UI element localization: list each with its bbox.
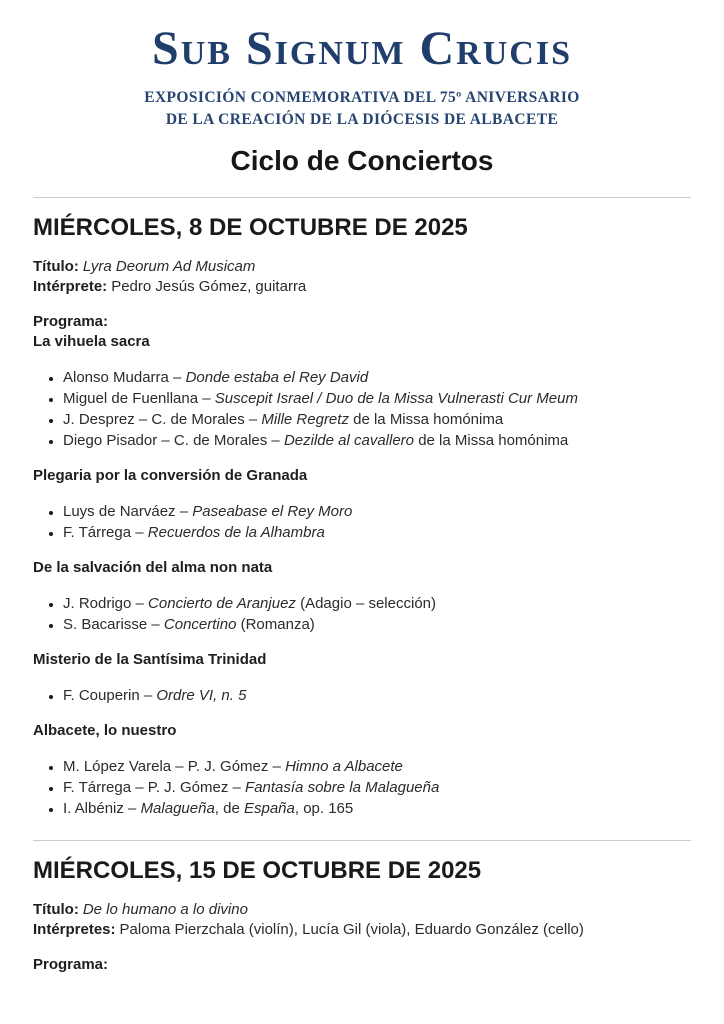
program-list-4	[33, 685, 691, 706]
performer-label: Intérpretes:	[33, 921, 116, 939]
program-item: • S. Bacarisse – Concertino (Romanza)	[63, 614, 691, 635]
title-value: Lyra Deorum Ad Musicam	[82, 258, 256, 276]
concert-1-program-intro	[33, 312, 691, 352]
concert-1-date-heading: MIÉRCOLES, 8 DE OCTUBRE DE 2025	[33, 214, 468, 242]
concert-section-2	[33, 857, 691, 975]
program-section-heading-1: La vihuela sacra	[33, 333, 150, 351]
exhibition-subtitle-line-1: EXPOSICIÓN CONMEMORATIVA DEL 75º ANIVERSARIO	[144, 89, 580, 107]
section-divider-top	[33, 197, 691, 198]
title-label: Título:	[33, 258, 79, 276]
program-item: • F. Couperin – Ordre VI, n. 5	[63, 685, 691, 706]
concert-2-date-heading: MIÉRCOLES, 15 DE OCTUBRE DE 2025	[33, 857, 482, 885]
concert-2-meta	[33, 900, 691, 940]
concert-2-title-line	[33, 900, 691, 920]
performer-label: Intérprete:	[33, 278, 108, 296]
concert-section-1	[33, 214, 691, 819]
program-item: • F. Tárrega – Recuerdos de la Alhambra	[63, 522, 691, 543]
program-list-3	[33, 593, 691, 635]
program-item: • Diego Pisador – C. de Morales – Dezilde al cavallero de la Missa homónima	[63, 430, 691, 451]
performer-value: Paloma Pierzchala (violín), Lucía Gil (viola), Eduardo González (cello)	[119, 921, 584, 939]
title-value: De lo humano a lo divino	[82, 901, 248, 919]
program-item: • F. Tárrega – P. J. Gómez – Fantasía sobre la Malagueña	[63, 777, 691, 798]
title-label: Título:	[33, 901, 79, 919]
page-title: Ciclo de Conciertos	[230, 145, 494, 177]
concert-1-meta	[33, 257, 691, 297]
exhibition-title: Sub Signum Crucis	[152, 22, 572, 75]
concert-1-title-line	[33, 257, 691, 277]
document-header	[33, 24, 691, 176]
program-section-heading-2: Plegaria por la conversión de Granada	[33, 467, 308, 485]
program-list-2	[33, 501, 691, 543]
program-item: • Luys de Narváez – Paseabase el Rey Moro	[63, 501, 691, 522]
program-item: • M. López Varela – P. J. Gómez – Himno a Albacete	[63, 756, 691, 777]
program-section-heading-3: De la salvación del alma non nata	[33, 559, 273, 577]
program-list-5	[33, 756, 691, 819]
program-item: • J. Rodrigo – Concierto de Aranjuez (Adagio – selección)	[63, 593, 691, 614]
exhibition-subtitle-line-2: DE LA CREACIÓN DE LA DIÓCESIS DE ALBACETE	[165, 111, 559, 129]
program-label: Programa:	[33, 956, 109, 974]
program-section-heading-5: Albacete, lo nuestro	[33, 722, 177, 740]
program-label: Programa:	[33, 313, 109, 331]
program-item: • I. Albéniz – Malagueña, de España, op. 165	[63, 798, 691, 819]
concert-1-performer-line	[33, 277, 691, 297]
performer-value: Pedro Jesús Gómez, guitarra	[111, 278, 307, 296]
program-item: • Miguel de Fuenllana – Suscepit Israel / Duo de la Missa Vulnerasti Cur Meum	[63, 388, 691, 409]
program-item: • J. Desprez – C. de Morales – Mille Regretz de la Missa homónima	[63, 409, 691, 430]
section-divider-middle	[33, 840, 691, 841]
program-item: • Alonso Mudarra – Donde estaba el Rey David	[63, 367, 691, 388]
program-section-heading-4: Misterio de la Santísima Trinidad	[33, 651, 267, 669]
concert-2-performer-line	[33, 920, 691, 940]
program-list-1	[33, 367, 691, 451]
